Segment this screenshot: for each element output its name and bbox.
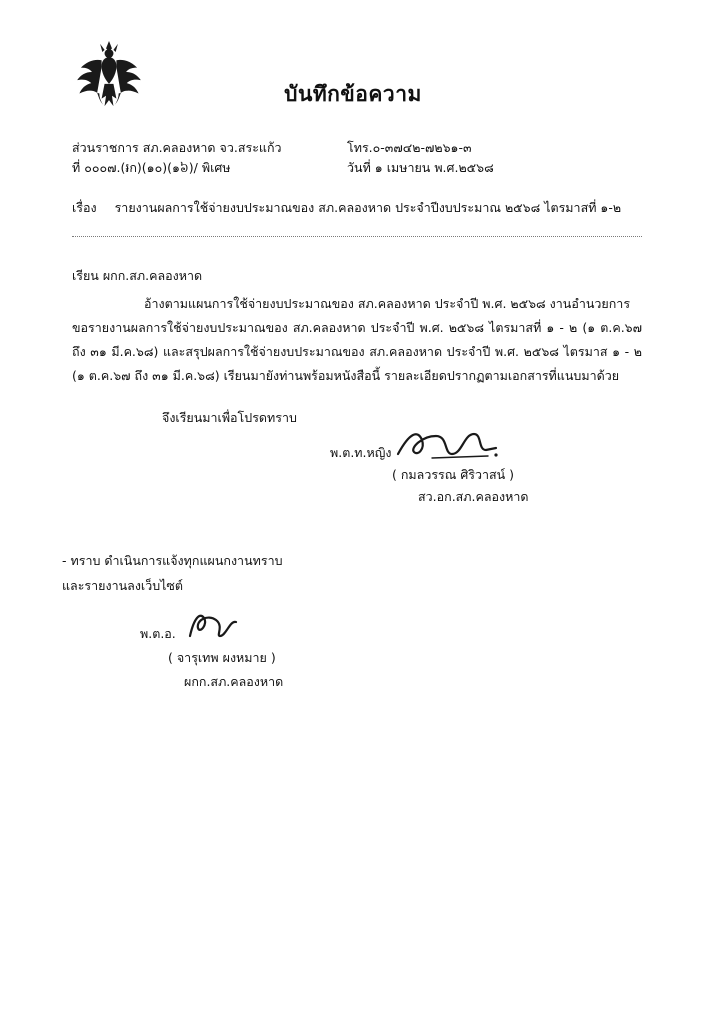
body-text [72,292,642,388]
header-fields [72,138,642,178]
signature-name: ( จารุเทพ ผงหมาย ) [168,650,276,665]
body-paragraph: อ้างตามแผนการใช้จ่ายงบประมาณของ สภ.คลองหาด ประจำปี พ.ศ. ๒๕๖๘ งานอำนวยการ [144,296,631,311]
agency-label: ส่วนราชการ [72,140,139,155]
handwritten-signature-icon [182,608,246,642]
page-title: บันทึกข้อความ [284,82,422,106]
date-group [347,158,494,178]
signature-block-approver [140,618,283,694]
signature-rank: พ.ต.อ. [140,626,176,641]
note-line: และรายงานลงเว็บไซต์ [62,578,184,593]
signature-block-primary [330,438,630,508]
signature-position: สว.อก.สภ.คลองหาด [418,489,529,504]
closing-line: จึงเรียนมาเพื่อโปรดทราบ [162,410,297,425]
reference-value: ๐๐๐๗.(៛ก)(๑๐)(๑៦)/ พิเศษ [84,160,231,175]
signature-rank-line [140,618,283,646]
subject-value: รายงานผลการใช้จ่ายงบประมาณของ สภ.คลองหาด ประจำปีงบประมาณ ๒๕๖๘ ไตรมาสที่ ๑-๒ [114,200,622,215]
body-paragraph: ขอรายงานผลการใช้จ่ายงบประมาณของ สภ.คลองหาด ประจำปี พ.ศ. ๒๕๖๘ ไตรมาสที่ ๑ - ๒ (๑ ต.ค.๖๗ ถึง ๓๑ มี.ค.๖๘) และสรุปผลการใช้จ่ายงบประมาณของ สภ.คลองหาด ประจำปี พ.ศ. ๒๕๖๘ ไตรมาส ๑ - ๒ (๑ ต.ค.๖๗ ถึง ๓๑ มี.ค.๖๘) เรียนมายังท่านพร้อมหนังสือนี้ รายละเอียดปรากฏตามเอกสารที่แนบมาด้วย [72,320,642,383]
handwritten-signature-icon [392,424,502,464]
note-line: - ทราบ ดำเนินการแจ้งทุกแผนกงานทราบ [62,553,283,568]
signature-position: ผกก.สภ.คลองหาด [184,674,284,689]
date-value: ๑ เมษายน พ.ศ.๒๕๖๘ [374,160,494,175]
salutation: เรียน ผกก.สภ.คลองหาด [72,268,203,283]
header-row-reference [72,158,642,178]
header-row-agency [72,138,642,158]
agency-value: สภ.คลองหาด จว.สระแก้ว [142,140,282,155]
signature-name: ( กมลวรรณ ศิริวาสน์ ) [392,467,515,482]
date-label: วันที่ [347,160,371,175]
phone-value: ๐-๓๗๔๒-๗๒๖๑-๓ [372,140,472,155]
signature-rank: พ.ต.ท.หญิง [330,445,392,460]
subject-label: เรื่อง [72,200,97,215]
header-row-subject [72,198,642,218]
phone-group [347,138,472,158]
reference-label: ที่ [72,160,81,175]
phone-label: โทร. [347,140,373,155]
approval-notes [62,548,283,598]
signature-rank-line [330,438,630,464]
header-divider [72,236,642,237]
